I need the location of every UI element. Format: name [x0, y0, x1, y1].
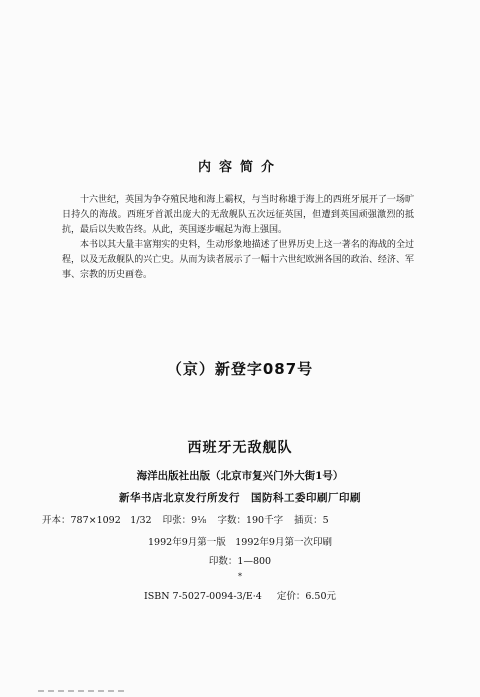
- summary-heading: 内容简介: [197, 160, 282, 175]
- publisher-line: 海洋出版社出版（北京市复兴门外大街1号）: [136, 470, 344, 482]
- spec-plates: 插页：5: [294, 515, 329, 526]
- summary-paragraph-1: 十六世纪，英国为争夺殖民地和海上霸权，与当时称雄于海上的西班牙展开了一场旷日持久的海战。西班牙首派出庞大的无敌舰队五次远征英国，但遭到英国顽强激烈的抵抗，最后以失败告终。从此，英国逐步崛起为海上强国。: [62, 195, 414, 235]
- distribution-line: 新华书店北京发行所发行 国防科工委印刷厂印刷: [119, 492, 361, 504]
- scan-noise: [38, 690, 128, 692]
- registration-number: （京）新登字087号: [166, 360, 314, 378]
- edition-line: 1992年9月第一版 1992年9月第一次印刷: [148, 537, 332, 548]
- summary-paragraph-2: 本书以其大量丰富翔实的史料，生动形象地描述了世界历史上这一著名的海战的全过程，以及无敌舰队的兴亡史。从而为读者展示了一幅十六世纪欧洲各国的政治、经济、军事、宗教的历史画卷。: [62, 240, 414, 280]
- price: 定价：6.50元: [276, 591, 337, 602]
- print-run: 印数：1—800: [208, 556, 272, 567]
- book-title: 西班牙无敌舰队: [187, 440, 293, 456]
- spec-format: 开本：787×1092 1/32: [42, 515, 152, 526]
- spec-sheets: 印张：9⅛: [162, 515, 207, 526]
- spec-words: 字数：190千字: [217, 515, 284, 526]
- separator-star: *: [238, 572, 242, 581]
- specs-line: [42, 512, 462, 526]
- isbn: ISBN 7-5027-0094-3/E·4: [143, 591, 262, 602]
- isbn-line: [0, 588, 480, 602]
- summary-text: [62, 193, 414, 283]
